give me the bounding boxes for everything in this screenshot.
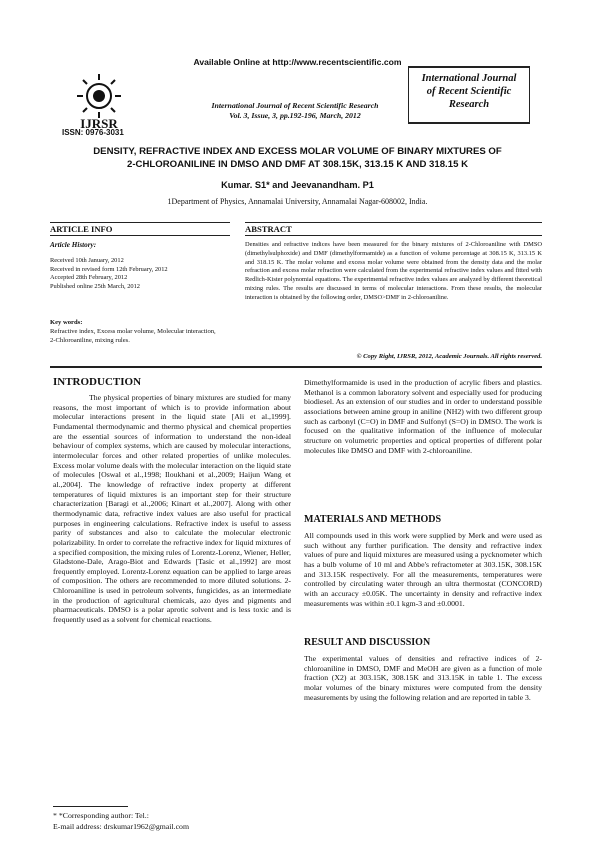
divider xyxy=(245,235,542,236)
journal-box-line: International Journal xyxy=(421,73,517,84)
divider xyxy=(50,235,230,236)
journal-box-line: of Recent Scientific xyxy=(426,86,512,97)
abstract-text: Densities and refractive indices have been measured for the binary mixtures of 2-Chloroaniline with DMSO (dimethylsulphoxide) and DMF (dimethylformamide) as a function of volume percentage at 308.15 K, 313.15 K and 318.15 K. The molar volume and excess molar volume were obtained from the density data and the molar refraction and excess molar refraction were calculated from the experimental refractive index values and fitted with Redlich-Kister polynomial equations. The experimental refractive index values are analyzed by different theoretical mixing rules. The results are discussed in terms of molecular interactions. From these results, the molecular interaction is obtained by the following order, DMSO>DMF in 2-chloroaniline. xyxy=(245,241,542,301)
history-item: Received in revised form 12th February, 2012 xyxy=(50,265,168,273)
title-line: 2-CHLOROANILINE IN DMSO AND DMF AT 308.15K, 313.15 K AND 318.15 K xyxy=(126,159,468,170)
introduction-continued: Dimethylformamide is used in the production of acrylic fibers and plastics. Methanol is a common laboratory solvent and especially used for producing biodiesel. As an extension of our studies and in order to understand possible associations between amine group in aniline (NH2) with two different group such as carbonyl (C=O) in DMF and Sulfonyl (S=O) in DMSO. The work is focused on the qualitative information of the influence of molecular structure on volumetric properties and optical properties of different polar molecules like DMSO and DMF with 2-chloroaniline. xyxy=(304,378,542,455)
journal-reference xyxy=(150,101,440,121)
footnote xyxy=(53,810,189,832)
history-heading: Article History: xyxy=(50,241,97,249)
history-item: Published online 25th March, 2012 xyxy=(50,282,140,290)
issn: ISSN: 0976-3031 xyxy=(62,128,124,137)
divider xyxy=(245,222,542,223)
history-item: Received 10th January, 2012 xyxy=(50,257,124,264)
journal-volume: Vol. 3, Issue, 3, pp.192-196, March, 2012 xyxy=(229,111,361,120)
abstract-heading: ABSTRACT xyxy=(245,224,292,234)
results-text: The experimental values of densities and refractive indices of 2-chloroaniline in DMSO, DMF and MeOH are given as a function of mole fraction (X2) at 303.15K, 308.15K and 313.15K in table 1. The excess molar volumes of the binary mixtures were computed from the density measurements by using the following relation and are reported in table 3. xyxy=(304,654,542,702)
methods-heading: MATERIALS AND METHODS xyxy=(304,514,442,525)
introduction-text: The physical properties of binary mixtures are studied for many reasons, the most important of which is to provide information about molecular interactions present in the liquid state [Ali et al.,1999]. Fundamental thermodynamic and thermo physical and chemical properties are the essential sources of information to understand the non-ideal behaviour of complex systems, which are caused by molecular interactions, intermolecular forces and other related properties of unlike molecules. Excess molar volume deals with the molecular interaction on the liquid state of molecules [Oswal et al.,1998; Iloukhani et al.,2009; Haijun Wang et al.,2004]. The knowledge of refractive index property at different temperatures of liquid mixtures is an important step for their structure characterization [Baragi et al.,2006; Kinart et al.,2007]. Along with other thermodynamic data, refractive index values are also useful for practical purposes in engineering calculations. Refractive index is useful to assess parity of substances and also to calculate the molecular electronic polarizability. In order to correlate the refractive index for liquid mixtures of a specified composition, the mixing rules of Lorentz-Lorenz, Wiener, Heller, Gladstone-Dale, Arago-Biot and Edwards [Tasic et al.,1992] are most frequently employed. Lorentz-Lorenz equation can be applied to large areas of composition. The others are recommended to more diluted solutions. 2-Chloroaniline is used in petroleum solvents, fungicides, as an intermediate in the production of agricultural chemicals, azo dyes and pigments and pharmaceuticals. DMSO is a polar aprotic solvent and is less toxic and is frequently used as a solvent for chemical reactions. xyxy=(53,393,291,625)
article-info-heading: ARTICLE INFO xyxy=(50,224,113,234)
paper-title xyxy=(40,145,555,171)
journal-name: International Journal of Recent Scientific Research xyxy=(211,101,379,110)
copyright: © Copy Right, IJRSR, 2012, Academic Journals. All rights reserved. xyxy=(356,353,542,360)
article-history xyxy=(50,257,168,291)
history-item: Accepted 28th February, 2012 xyxy=(50,274,128,282)
methods-text: All compounds used in this work were supplied by Merk and were used as such without any further purification. The density and refractive index values of pure and liquid mixtures are measured using a pycknometer which has a bulb volume of 10 ml and Abbe's refractometer at 303.15K, 308.15K and 313.15K respectively. For all the measurements, temperatures were controlled by circulating water through an ultra thermostat (CONCORD) with an accuracy ±0.05K. The uncertainty in density and refractive index measurements was within ±0.1 kgm-3 and ±0.0001. xyxy=(304,531,542,608)
logo-lettering: IJRSR xyxy=(80,116,118,130)
journal-url: Available Online at http://www.recentscientific.com xyxy=(193,57,402,67)
keywords-heading: Key words: xyxy=(50,319,83,326)
corresponding-author: * *Corresponding author: Tel.: xyxy=(53,811,149,820)
introduction-heading: INTRODUCTION xyxy=(53,376,142,388)
results-heading: RESULT AND DISCUSSION xyxy=(304,637,431,648)
affiliation: 1Department of Physics, Annamalai University, Annamalai Nagar-608002, India. xyxy=(167,197,428,206)
title-line: DENSITY, REFRACTIVE INDEX AND EXCESS MOLAR VOLUME OF BINARY MIXTURES OF xyxy=(93,146,502,157)
divider xyxy=(50,222,230,223)
keywords: Refractive index, Excess molar volume, Molecular interaction, 2-Chloroaniline, mixing rules. xyxy=(50,328,216,344)
authors: Kumar. S1* and Jeevanandham. P1 xyxy=(221,180,374,190)
journal-box-line: Research xyxy=(448,99,490,110)
journal-logo xyxy=(60,72,138,130)
journal-title-box xyxy=(408,66,530,124)
divider xyxy=(50,366,542,368)
footnote-rule xyxy=(53,806,128,807)
email-address: E-mail address: drskumar1962@gmail.com xyxy=(53,822,190,831)
